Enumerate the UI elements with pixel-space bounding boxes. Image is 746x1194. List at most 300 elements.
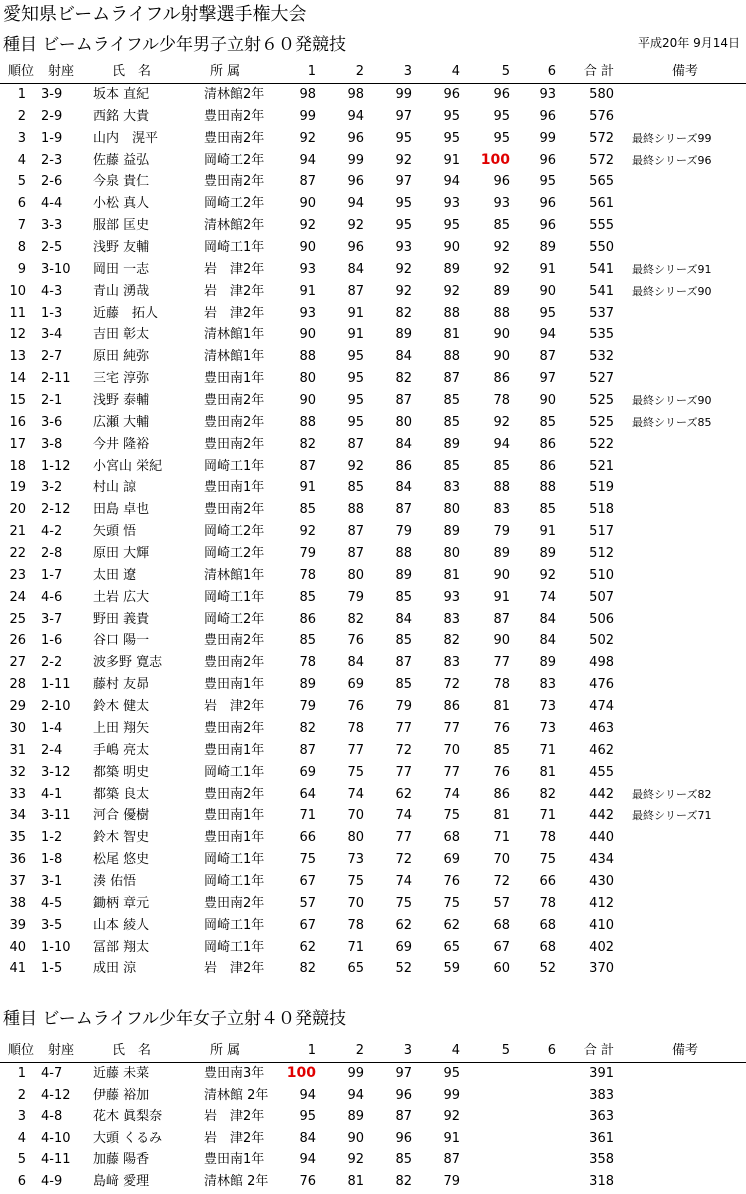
score-series-3: 74	[395, 873, 412, 889]
score-series-3: 92	[395, 261, 412, 277]
table-row	[0, 150, 746, 172]
seat-cell: 3-6	[41, 414, 63, 430]
table-header	[0, 1040, 746, 1063]
score-series-6: 71	[539, 742, 556, 758]
table-row	[0, 521, 746, 543]
score-series-5: 90	[493, 349, 510, 365]
table-row	[0, 456, 746, 478]
score-series-2: 77	[347, 742, 364, 758]
score-series-1: 92	[299, 130, 316, 146]
header-series-1: 1	[307, 1043, 316, 1058]
name-cell: 岡田 一志	[93, 261, 150, 277]
rank-cell: 22	[9, 546, 26, 562]
score-series-3: 96	[395, 1087, 412, 1103]
score-series-6: 90	[539, 283, 556, 299]
total-cell: 555	[589, 218, 614, 234]
name-cell: 谷口 陽一	[93, 633, 150, 649]
seat-cell: 3-2	[41, 480, 63, 496]
score-series-6: 75	[539, 852, 556, 868]
score-series-2: 74	[347, 786, 364, 802]
rank-cell: 40	[9, 939, 26, 955]
score-series-4: 91	[443, 152, 460, 168]
score-series-6: 81	[539, 764, 556, 780]
notes-cell: 最終シリーズ90	[632, 284, 712, 298]
score-series-4: 92	[443, 1109, 460, 1124]
score-series-4: 70	[443, 742, 460, 758]
affiliation-cell: 岡崎工2年	[204, 196, 265, 212]
score-series-4: 95	[443, 218, 460, 234]
name-cell: 青山 湧哉	[93, 283, 150, 299]
score-series-1: 84	[299, 1130, 316, 1146]
score-series-4: 88	[443, 349, 460, 365]
name-cell: 手嶋 亮太	[93, 742, 150, 758]
seat-cell: 1-2	[41, 830, 63, 846]
score-series-1: 92	[299, 218, 316, 234]
table-row	[0, 1171, 746, 1193]
score-series-4: 81	[443, 567, 460, 583]
total-cell: 525	[589, 414, 614, 430]
score-series-1: 75	[299, 852, 316, 868]
score-series-2: 90	[347, 1130, 364, 1146]
total-cell: 412	[589, 895, 614, 911]
name-cell: 三宅 淳弥	[93, 371, 150, 387]
table-row	[0, 630, 746, 652]
score-series-1: 79	[299, 546, 316, 562]
total-cell: 358	[589, 1152, 614, 1167]
score-series-3: 74	[395, 808, 412, 824]
total-cell: 537	[589, 305, 614, 321]
total-cell: 561	[589, 196, 614, 212]
score-series-2: 84	[347, 261, 364, 277]
score-series-2: 75	[347, 873, 364, 889]
score-series-2: 70	[347, 808, 364, 824]
affiliation-cell: 岡崎工1年	[204, 917, 265, 933]
rank-cell: 28	[9, 677, 26, 693]
rank-cell: 18	[9, 458, 26, 474]
score-series-2: 80	[347, 567, 364, 583]
score-series-4: 83	[443, 480, 460, 496]
score-series-6: 96	[539, 218, 556, 234]
name-cell: 伊藤 裕加	[93, 1087, 150, 1103]
score-series-3: 79	[395, 524, 412, 540]
score-series-4: 94	[443, 174, 460, 190]
affiliation-cell: 岡崎工1年	[204, 764, 265, 780]
score-series-4: 74	[443, 786, 460, 802]
score-series-4: 77	[443, 764, 460, 780]
affiliation-cell: 豊田南2年	[204, 436, 265, 452]
score-series-4: 75	[443, 808, 460, 824]
notes-cell: 最終シリーズ82	[632, 787, 712, 801]
score-series-5: 76	[493, 764, 510, 780]
event-title-girls: 種目 ビームライフル少年女子立射４０発競技	[3, 1009, 347, 1029]
score-series-4: 86	[443, 699, 460, 715]
score-series-2: 78	[347, 720, 364, 736]
score-series-3: 84	[395, 349, 412, 365]
score-series-3: 99	[395, 87, 412, 102]
score-series-6: 86	[539, 436, 556, 452]
score-series-6: 83	[539, 677, 556, 693]
score-series-2: 80	[347, 830, 364, 846]
score-series-4: 77	[443, 720, 460, 736]
score-series-5: 89	[493, 546, 510, 562]
affiliation-cell: 豊田南1年	[204, 371, 265, 387]
name-cell: 花木 眞梨奈	[93, 1109, 163, 1124]
affiliation-cell: 岩 津2年	[204, 305, 265, 321]
score-series-1: 93	[299, 305, 316, 321]
rank-cell: 21	[9, 524, 26, 540]
score-series-1: 78	[299, 567, 316, 583]
score-series-3: 95	[395, 196, 412, 212]
affiliation-cell: 岩 津2年	[204, 699, 265, 715]
score-series-6: 91	[539, 524, 556, 540]
score-series-1: 85	[299, 589, 316, 605]
header-series-6: 6	[547, 64, 556, 79]
table-row	[0, 827, 746, 849]
score-series-6: 88	[539, 480, 556, 496]
rank-cell: 41	[9, 961, 26, 977]
score-series-5: 78	[493, 393, 510, 409]
name-cell: 太田 遼	[93, 567, 137, 583]
affiliation-cell: 清林館2年	[204, 87, 265, 102]
seat-cell: 4-10	[41, 1130, 71, 1146]
score-series-3: 75	[395, 895, 412, 911]
table-row	[0, 609, 746, 631]
table-row	[0, 390, 746, 412]
score-series-5: 81	[493, 808, 510, 824]
total-cell: 463	[589, 720, 614, 736]
score-series-1: 90	[299, 393, 316, 409]
results-table-boys	[0, 61, 746, 980]
score-series-3: 93	[395, 240, 412, 256]
score-series-2: 84	[347, 655, 364, 671]
header-name: 氏 名	[112, 1043, 152, 1058]
total-cell: 550	[589, 240, 614, 256]
name-cell: 土岩 広大	[93, 589, 150, 605]
table-row	[0, 1106, 746, 1128]
total-cell: 363	[589, 1109, 614, 1124]
table-row	[0, 193, 746, 215]
score-series-1: 71	[299, 808, 316, 824]
score-series-4: 85	[443, 414, 460, 430]
table-row	[0, 652, 746, 674]
affiliation-cell: 清林館 2年	[204, 1173, 269, 1189]
seat-cell: 2-1	[41, 393, 63, 409]
name-cell: 冨部 翔太	[93, 939, 150, 955]
total-cell: 361	[589, 1130, 614, 1146]
seat-cell: 1-7	[41, 567, 63, 583]
rank-cell: 25	[9, 611, 26, 627]
notes-cell: 最終シリーズ90	[632, 394, 712, 408]
score-series-3: 87	[395, 655, 412, 671]
name-cell: 村山 諒	[93, 480, 137, 496]
score-series-3: 85	[395, 1152, 412, 1167]
rank-cell: 11	[9, 305, 26, 321]
score-series-1: 90	[299, 240, 316, 256]
score-series-4: 90	[443, 240, 460, 256]
score-series-2: 95	[347, 393, 364, 409]
affiliation-cell: 豊田南2年	[204, 414, 265, 430]
seat-cell: 4-8	[41, 1109, 63, 1124]
affiliation-cell: 清林館2年	[204, 218, 265, 234]
score-series-5: 90	[493, 567, 510, 583]
score-series-4: 88	[443, 305, 460, 321]
score-series-2: 92	[347, 458, 364, 474]
score-series-3: 82	[395, 371, 412, 387]
score-series-1: 80	[299, 371, 316, 387]
header-series-3: 3	[403, 64, 412, 79]
name-cell: 河合 優樹	[93, 808, 150, 824]
seat-cell: 2-4	[41, 742, 63, 758]
score-series-3: 92	[395, 283, 412, 299]
score-series-2: 99	[347, 1066, 364, 1081]
score-series-4: 83	[443, 655, 460, 671]
seat-cell: 2-6	[41, 174, 63, 190]
name-cell: 藤村 友昴	[93, 677, 150, 693]
rank-cell: 3	[17, 130, 26, 146]
score-series-3: 89	[395, 567, 412, 583]
rank-cell: 7	[17, 218, 26, 234]
total-cell: 521	[589, 458, 614, 474]
name-cell: 大頭 くるみ	[93, 1130, 163, 1146]
total-cell: 580	[589, 87, 614, 102]
total-cell: 474	[589, 699, 614, 715]
affiliation-cell: 豊田南2年	[204, 130, 265, 146]
affiliation-cell: 岡崎工2年	[204, 546, 265, 562]
score-series-4: 65	[443, 939, 460, 955]
score-series-5: 70	[493, 852, 510, 868]
score-series-1: 78	[299, 655, 316, 671]
name-cell: 田島 卓也	[93, 502, 150, 518]
score-series-4: 85	[443, 393, 460, 409]
rank-cell: 23	[9, 567, 26, 583]
table-body-girls	[0, 1063, 746, 1192]
score-series-6: 95	[539, 305, 556, 321]
name-cell: 服部 匡史	[93, 218, 150, 234]
seat-cell: 2-12	[41, 502, 71, 518]
score-series-1: 88	[299, 349, 316, 365]
score-series-1: 90	[299, 327, 316, 343]
score-series-1: 62	[299, 939, 316, 955]
score-series-2: 96	[347, 174, 364, 190]
seat-cell: 4-12	[41, 1087, 71, 1103]
table-row	[0, 1085, 746, 1107]
score-series-6: 73	[539, 720, 556, 736]
score-series-4: 89	[443, 524, 460, 540]
notes-cell: 最終シリーズ99	[632, 131, 712, 145]
total-cell: 527	[589, 371, 614, 387]
table-row	[0, 958, 746, 980]
score-series-6: 78	[539, 830, 556, 846]
rank-cell: 37	[9, 873, 26, 889]
seat-cell: 2-5	[41, 240, 63, 256]
score-series-6: 90	[539, 393, 556, 409]
name-cell: 鈴木 智史	[93, 830, 150, 846]
score-series-1: 64	[299, 786, 316, 802]
score-series-2: 92	[347, 218, 364, 234]
rank-cell: 33	[9, 786, 26, 802]
score-series-3: 87	[395, 1109, 412, 1124]
score-series-1: 100	[286, 1065, 316, 1081]
header-rank: 順位	[7, 1043, 34, 1058]
score-series-2: 98	[347, 87, 364, 102]
score-series-5: 60	[493, 961, 510, 977]
score-series-5: 71	[493, 830, 510, 846]
score-series-5: 68	[493, 917, 510, 933]
name-cell: 鋤柄 章元	[93, 895, 150, 911]
score-series-4: 93	[443, 589, 460, 605]
rank-cell: 5	[17, 1152, 26, 1167]
score-series-1: 89	[299, 677, 316, 693]
name-cell: 原田 純弥	[93, 349, 150, 365]
header-name: 氏 名	[112, 64, 152, 79]
score-series-1: 67	[299, 873, 316, 889]
score-series-3: 52	[395, 961, 412, 977]
seat-cell: 3-11	[41, 808, 71, 824]
score-series-2: 79	[347, 589, 364, 605]
rank-cell: 4	[17, 152, 26, 168]
rank-cell: 31	[9, 742, 26, 758]
score-series-2: 88	[347, 502, 364, 518]
rank-cell: 30	[9, 720, 26, 736]
total-cell: 502	[589, 633, 614, 649]
score-series-2: 96	[347, 130, 364, 146]
score-series-1: 82	[299, 436, 316, 452]
table-row	[0, 303, 746, 325]
rank-cell: 24	[9, 589, 26, 605]
name-cell: 浅野 友輔	[93, 240, 150, 256]
score-series-2: 87	[347, 546, 364, 562]
header-notes: 備考	[671, 64, 698, 79]
affiliation-cell: 岩 津2年	[204, 961, 265, 977]
score-series-2: 69	[347, 677, 364, 693]
score-series-1: 82	[299, 961, 316, 977]
table-row	[0, 346, 746, 368]
score-series-4: 72	[443, 677, 460, 693]
rank-cell: 2	[17, 1087, 26, 1103]
score-series-5: 79	[493, 524, 510, 540]
seat-cell: 1-6	[41, 633, 63, 649]
score-series-2: 95	[347, 371, 364, 387]
score-series-5: 94	[493, 436, 510, 452]
name-cell: 近藤 未菜	[93, 1066, 150, 1081]
rank-cell: 15	[9, 393, 26, 409]
table-row	[0, 477, 746, 499]
header-series-5: 5	[501, 64, 510, 79]
affiliation-cell: 豊田南1年	[204, 677, 265, 693]
score-series-5: 67	[493, 939, 510, 955]
table-row	[0, 762, 746, 784]
score-series-2: 78	[347, 917, 364, 933]
score-series-3: 72	[395, 852, 412, 868]
seat-cell: 3-5	[41, 917, 63, 933]
score-series-5: 96	[493, 174, 510, 190]
table-row	[0, 871, 746, 893]
rank-cell: 32	[9, 764, 26, 780]
score-series-3: 82	[395, 1173, 412, 1189]
score-series-2: 76	[347, 633, 364, 649]
score-series-4: 79	[443, 1173, 460, 1189]
score-series-2: 87	[347, 436, 364, 452]
score-series-3: 97	[395, 108, 412, 124]
score-series-5: 83	[493, 502, 510, 518]
table-row	[0, 1063, 746, 1085]
score-series-5: 85	[493, 742, 510, 758]
name-cell: 山本 綾人	[93, 917, 150, 933]
table-row	[0, 805, 746, 827]
affiliation-cell: 豊田南1年	[204, 808, 265, 824]
score-series-6: 92	[539, 567, 556, 583]
score-series-3: 89	[395, 327, 412, 343]
affiliation-cell: 岩 津2年	[204, 1130, 265, 1146]
score-series-5: 88	[493, 480, 510, 496]
header-total: 合 計	[583, 1043, 615, 1058]
name-cell: 鈴木 健太	[93, 699, 150, 715]
score-series-1: 57	[299, 895, 316, 911]
total-cell: 383	[589, 1087, 614, 1103]
total-cell: 541	[589, 261, 614, 277]
score-series-4: 80	[443, 502, 460, 518]
name-cell: 佐藤 益弘	[93, 152, 150, 168]
affiliation-cell: 清林館1年	[204, 349, 265, 365]
total-cell: 462	[589, 742, 614, 758]
score-series-1: 87	[299, 174, 316, 190]
rank-cell: 36	[9, 852, 26, 868]
score-series-1: 98	[299, 87, 316, 102]
seat-cell: 2-8	[41, 546, 63, 562]
score-series-3: 92	[395, 152, 412, 168]
seat-cell: 4-9	[41, 1173, 63, 1189]
rank-cell: 20	[9, 502, 26, 518]
affiliation-cell: 豊田南1年	[204, 1152, 265, 1167]
table-row	[0, 281, 746, 303]
score-series-6: 87	[539, 349, 556, 365]
total-cell: 572	[589, 152, 614, 168]
score-series-5: 92	[493, 414, 510, 430]
score-series-1: 91	[299, 480, 316, 496]
affiliation-cell: 豊田南2年	[204, 633, 265, 649]
score-series-4: 91	[443, 1130, 460, 1146]
seat-cell: 4-6	[41, 589, 63, 605]
score-series-5: 85	[493, 218, 510, 234]
affiliation-cell: 豊田南2年	[204, 393, 265, 409]
score-series-4: 68	[443, 830, 460, 846]
score-series-1: 99	[299, 108, 316, 124]
seat-cell: 4-5	[41, 895, 63, 911]
table-row	[0, 718, 746, 740]
seat-cell: 4-2	[41, 524, 63, 540]
affiliation-cell: 岡崎工1年	[204, 458, 265, 474]
seat-cell: 1-11	[41, 677, 71, 693]
total-cell: 506	[589, 611, 614, 627]
score-series-1: 94	[299, 1087, 316, 1103]
affiliation-cell: 清林館1年	[204, 327, 265, 343]
event-title-boys: 種目 ビームライフル少年男子立射６０発競技	[3, 35, 347, 55]
score-series-5: 77	[493, 655, 510, 671]
score-series-2: 94	[347, 1087, 364, 1103]
notes-cell: 最終シリーズ85	[632, 415, 712, 429]
score-series-6: 84	[539, 611, 556, 627]
seat-cell: 1-4	[41, 720, 63, 736]
score-series-3: 88	[395, 546, 412, 562]
total-cell: 391	[589, 1066, 614, 1081]
table-row	[0, 128, 746, 150]
affiliation-cell: 岡崎工1年	[204, 939, 265, 955]
seat-cell: 3-12	[41, 764, 71, 780]
score-series-6: 96	[539, 196, 556, 212]
score-series-3: 85	[395, 677, 412, 693]
affiliation-cell: 清林館 2年	[204, 1087, 269, 1103]
table-row	[0, 106, 746, 128]
